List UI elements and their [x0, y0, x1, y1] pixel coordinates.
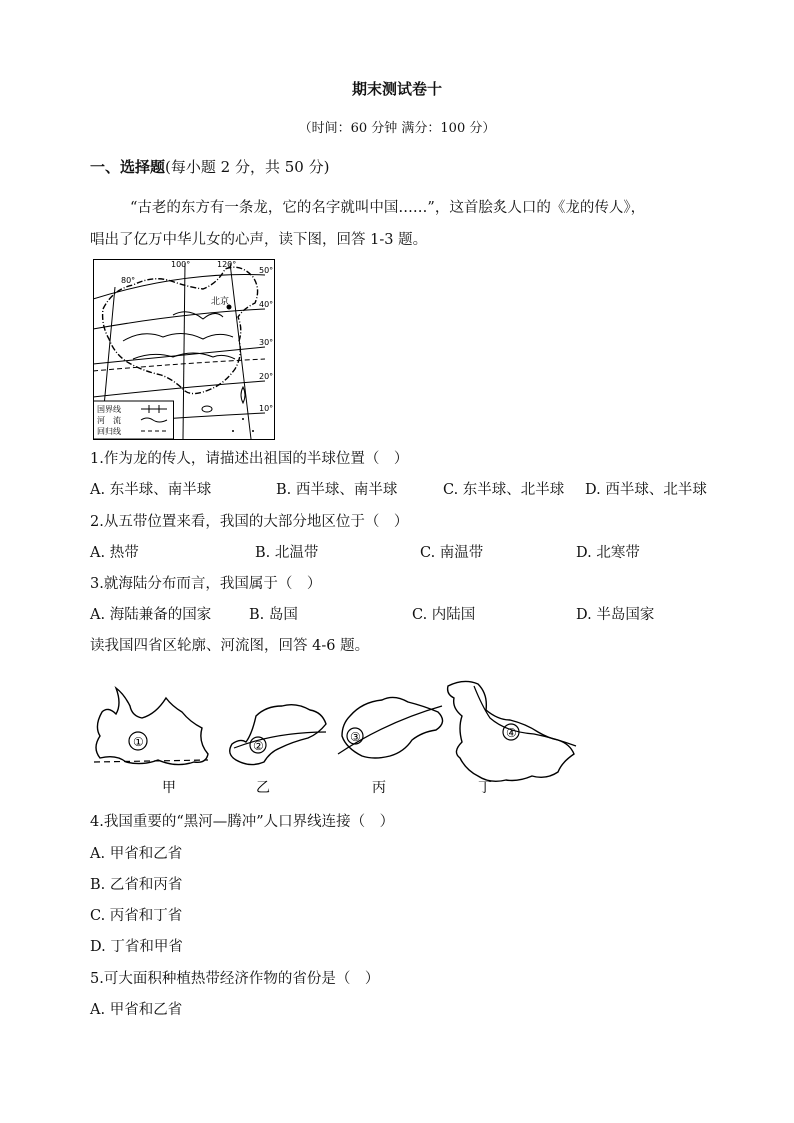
- q5-option-a[interactable]: A. 甲省和乙省: [90, 1002, 183, 1018]
- q1-option-b[interactable]: B. 西半球、南半球: [276, 482, 398, 498]
- q1-option-c[interactable]: C. 东半球、北半球: [443, 482, 565, 498]
- q4-option-b[interactable]: B. 乙省和丙省: [90, 877, 183, 893]
- lat-30: 30°: [259, 338, 274, 347]
- lon-120: 120°: [217, 260, 237, 269]
- legend-border: 国界线: [97, 405, 121, 414]
- q3-option-d[interactable]: D. 半岛国家: [576, 607, 655, 623]
- q2-option-c[interactable]: C. 南温带: [420, 545, 484, 561]
- lon-100: 100°: [171, 260, 191, 269]
- question-5: 5.可大面积种植热带经济作物的省份是（ ）: [90, 971, 380, 987]
- province-bing-outline: [338, 697, 443, 758]
- province-number-2: ②: [253, 739, 264, 753]
- province-yi-outline: [230, 705, 326, 765]
- question-1: 1.作为龙的传人，请描述出祖国的半球位置（ ）: [90, 451, 409, 467]
- question-2: 2.从五带位置来看，我国的大部分地区位于（ ）: [90, 514, 409, 530]
- province-number-1: ①: [133, 735, 144, 749]
- q4-option-d[interactable]: D. 丁省和甲省: [90, 939, 183, 955]
- section-note: (每小题 2 分，共 50 分): [165, 158, 330, 176]
- province-jia-outline: [94, 688, 208, 765]
- q1-option-d[interactable]: D. 西半球、北半球: [585, 482, 707, 498]
- province-label-jia: 甲: [162, 780, 176, 796]
- intro-2: 读我国四省区轮廓、河流图，回答 4-6 题。: [90, 638, 370, 654]
- question-4: 4.我国重要的“黑河—腾冲”人口界线连接（ ）: [90, 814, 395, 830]
- provinces-figure: [86, 676, 586, 801]
- q2-option-d[interactable]: D. 北寒带: [576, 545, 640, 561]
- province-label-ding: 丁: [478, 780, 492, 796]
- intro-line-2: 唱出了亿万中华儿女的心声，读下图，回答 1-3 题。: [90, 232, 428, 248]
- intro-line-1: “古老的东方有一条龙，它的名字就叫中国……”，这首脍炙人口的《龙的传人》，: [130, 200, 646, 216]
- q2-option-b[interactable]: B. 北温带: [255, 545, 319, 561]
- q3-option-c[interactable]: C. 内陆国: [412, 607, 476, 623]
- section-title: 一、选择题: [90, 158, 166, 176]
- q3-option-a[interactable]: A. 海陆兼备的国家: [90, 607, 212, 623]
- question-3: 3.就海陆分布而言，我国属于（ ）: [90, 576, 322, 592]
- exam-info: （时间：60 分钟 满分：100 分）: [298, 121, 496, 136]
- q3-option-b[interactable]: B. 岛国: [249, 607, 298, 623]
- page-title: 期末测试卷十: [351, 80, 442, 98]
- lat-40: 40°: [259, 300, 274, 309]
- section-heading: [90, 160, 329, 175]
- q2-option-a[interactable]: A. 热带: [90, 545, 139, 561]
- province-label-yi: 乙: [256, 780, 270, 796]
- beijing-label: 北京: [211, 297, 230, 307]
- lat-20: 20°: [259, 372, 274, 381]
- lat-50: 50°: [259, 266, 274, 275]
- lat-10: 10°: [259, 404, 274, 413]
- china-map: [93, 259, 275, 440]
- q4-option-c[interactable]: C. 丙省和丁省: [90, 908, 183, 924]
- lon-80: 80°: [121, 276, 136, 285]
- legend-tropic: 回归线: [97, 427, 121, 436]
- province-label-bing: 丙: [372, 780, 386, 796]
- q4-option-a[interactable]: A. 甲省和乙省: [90, 846, 183, 862]
- q1-option-a[interactable]: A. 东半球、南半球: [90, 482, 212, 498]
- legend-river: 河 流: [97, 416, 121, 425]
- province-number-4: ④: [506, 726, 517, 740]
- province-number-3: ③: [350, 730, 361, 744]
